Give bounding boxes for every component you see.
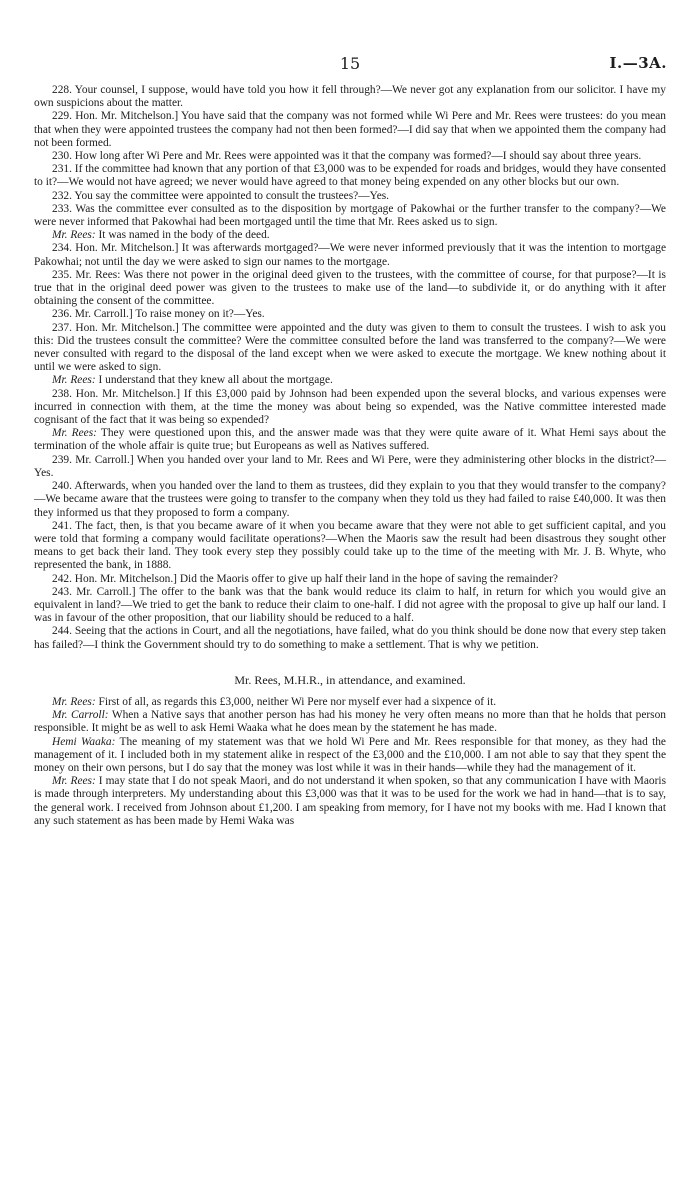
paragraph [34,163,666,189]
paragraph-text: 230. How long after Wi Pere and Mr. Rees were appointed was it that the company was formed?—I should say about three years. [52,150,642,163]
paragraph [34,150,666,163]
speaker-name: Mr. Rees: [52,427,97,440]
paragraph-text: 234. Hon. Mr. Mitchelson.] It was afterwards mortgaged?—We were never informed previously that it was the intention to mortgage Pakowhai; not until the day we were asked to sign our names to the mortgage. [34,242,666,268]
paragraph [34,374,666,387]
paragraph [34,388,666,428]
paragraph-text: 233. Was the committee ever consulted as to the disposition by mortgage of Pakowhai or the further transfer to the company?—We were never informed that Pakowhai had been mortgaged until the time that Mr. Rees asked us to sign. [34,202,666,229]
speaker-name: Mr. Rees: [52,695,96,708]
speaker-name: Mr. Rees: [52,229,96,242]
paragraph-text: When a Native says that another person has had his money he very often means no more than that he holds that person responsible. It might be as well to ask Hemi Waaka what he does mean by the statement he has made. [34,709,666,735]
paragraph-text: The meaning of my statement was that we hold Wi Pere and Mr. Rees responsible for that money, as they had the management of it. I included both in my statement alike in respect of the £3,000 and the £10,000. I am not able to say that they spent the money on their own persons, but I do say that the money was lost while it was in their hands—while they had the management of it. [34,735,666,774]
paragraph [34,308,666,321]
paragraph-text: First of all, as regards this £3,000, neither Wi Pere nor myself ever had a sixpence of it. [98,695,497,708]
paragraph-text: 242. Hon. Mr. Mitchelson.] Did the Maoris offer to give up half their land in the hope of saving the remainder? [52,572,558,585]
document-reference: I.—3A. [609,54,667,72]
paragraph [34,229,666,242]
paragraph-text: 228. Your counsel, I suppose, would have told you how it fell through?—We never got any explanation from our solicitor. I have my own suspicions about the matter. [34,84,666,110]
paragraph [34,625,666,651]
paragraph-text: 241. The fact, then, is that you became aware of it when you became aware that they were not able to get sufficient capital, and you were told that forming a company would facilitate operations?—When the Maoris saw the result had been disastrous they sought other means to get back their land. They took every step they possibly could take up to the time of the meeting with Mr. J. B. Whyte, who represented the bank, in 1888. [34,519,666,572]
page-number: 15 [339,54,361,73]
paragraph-text: 237. Hon. Mr. Mitchelson.] The committee were appointed and the duty was given to them to consult the trustees. I wish to ask you this: Did the trustees consult the committee? Were the committee consulted before the land was transferred to the company?—We were never consulted with regard to the disposal of the land except when we were asked to execute the mortgage. We knew nothing about it until we were asked to sign. [34,321,666,374]
paragraph-text: 238. Hon. Mr. Mitchelson.] If this £3,000 paid by Johnson had been expended upon the several blocks, and various expenses were incurred in connection with them, at the time the money was about being so expended, was the Native committee interested made cognisant of the fact that it was being so expended? [34,387,666,427]
paragraph [34,269,666,309]
paragraph-text: 244. Seeing that the actions in Court, and all the negotiations, have failed, what do you think should be done now that every step taken has failed?—I think the Government should try to do something to make a settlement. That is why we petition. [34,625,666,651]
paragraph [34,775,666,828]
speaker-name: Mr. Carroll: [52,709,109,722]
paragraph [34,110,666,150]
evidence-questions [34,84,666,652]
speaker-name: Mr. Rees: [52,775,96,788]
page-header [0,54,700,74]
page-body [34,84,666,828]
paragraph [34,427,666,453]
paragraph [34,454,666,480]
paragraph [34,736,666,776]
paragraph [34,573,666,586]
paragraph-text: 235. Mr. Rees: Was there not power in the original deed given to the trustees, with the committee of course, for that purpose?—It is true that in the original deed power was given to the trustees to make use of the land—to subdivide it, or do anything with it after obtaining the consent of the committee. [34,268,666,308]
paragraph-text: It was named in the body of the deed. [98,229,270,242]
paragraph-text: I understand that they knew all about the mortgage. [98,374,333,387]
paragraph-text: 232. You say the committee were appointed to consult the trustees?—Yes. [52,189,390,202]
paragraph [34,190,666,203]
paragraph [34,696,666,709]
paragraph [34,84,666,110]
paragraph [34,203,666,229]
paragraph [34,586,666,626]
examination-statements [34,696,666,828]
speaker-name: Mr. Rees: [52,374,96,387]
paragraph-text: 236. Mr. Carroll.] To raise money on it?—Yes. [52,308,265,321]
paragraph [34,520,666,573]
paragraph-text: 240. Afterwards, when you handed over the land to them as trustees, did they explain to you that they would transfer to the company?—We became aware that the trustees were going to transfer to the company when they told us they had failed to raise £40,000. It was then they informed us that they proposed to form a company. [34,480,666,519]
paragraph-text: I may state that I do not speak Maori, and do not understand it when spoken, so that any communication I have with Maoris is made through interpreters. My understanding about this £3,000 was that it was to be used for the work we had in hand—that is to say, the general work. I received from Johnson about £1,200. I am speaking from memory, for I have not my books with me. Had I known that any such statement as has been made by Hemi Waka was [34,775,667,827]
paragraph [34,322,666,375]
paragraph-text: 239. Mr. Carroll.] When you handed over your land to Mr. Rees and Wi Pere, were they administering other blocks in the district?—Yes. [34,453,666,479]
paragraph [34,242,666,268]
paragraph [34,480,666,520]
paragraph [34,709,666,735]
speaker-name: Hemi Waaka: [52,735,116,748]
paragraph-text: They were questioned upon this, and the answer made was that they were quite aware of it. What Hemi says about the termination of the whole affair is quite true; but Europeans as well as Natives suffered. [34,427,666,453]
paragraph-text: 229. Hon. Mr. Mitchelson.] You have said that the company was not formed while Wi Pere and Mr. Rees were trustees: do you mean that when they were appointed trustees the company had not then been formed?—I did say that when we appointed them the company had not been formed. [34,110,666,149]
paragraph-text: 243. Mr. Carroll.] The offer to the bank was that the bank would reduce its claim to half, in return for which you would give an equivalent in land?—We tried to get the bank to reduce their claim to one-half. I did not agree with the proposal to give up half our land. I was in favour of the other proposition, that our liability should be reduced to a half. [34,585,666,625]
paragraph-text: 231. If the committee had known that any portion of that £3,000 was to be expended for roads and bridges, would they have consented to it?—We would not have agreed; we never would have agreed to that money being expended on any other blocks but our own. [34,163,666,189]
section-heading: Mr. Rees, M.H.R., in attendance, and examined. [234,672,466,687]
